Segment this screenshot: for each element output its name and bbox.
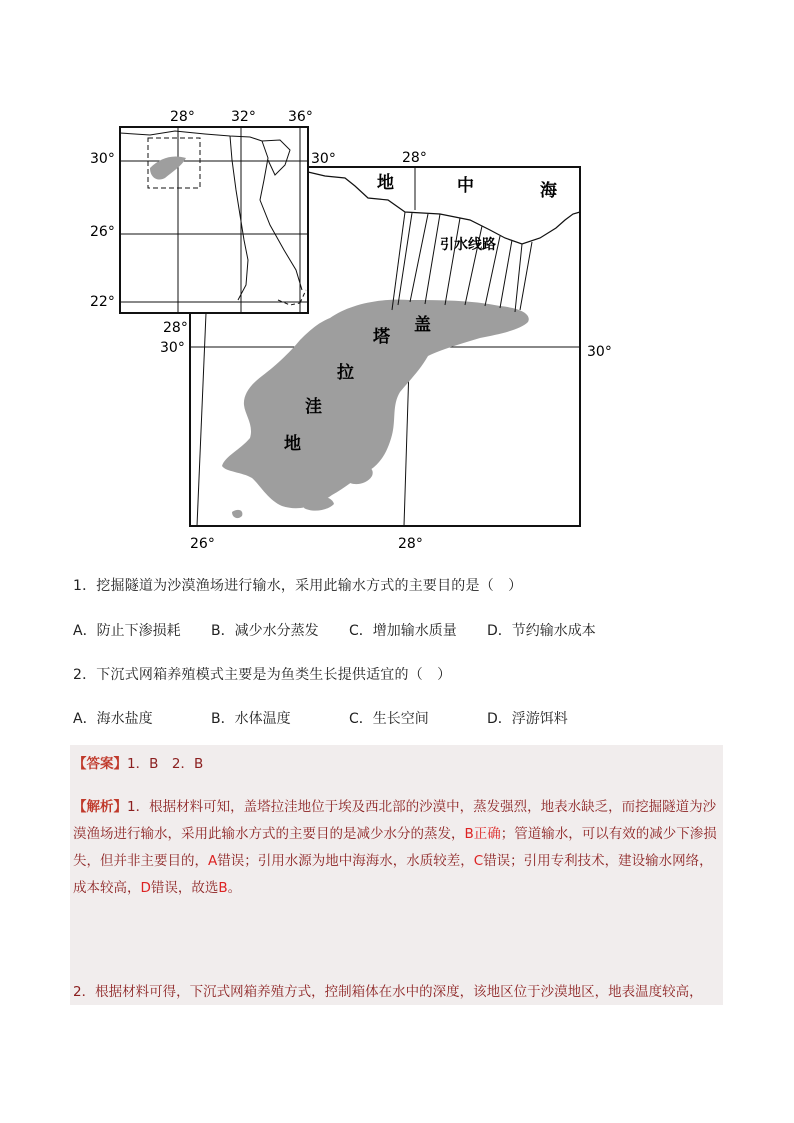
map-figure xyxy=(0,0,794,560)
analysis-p1h: D xyxy=(140,880,151,896)
analysis-p1i: 错误，故选 xyxy=(150,880,219,896)
answer-text: 1．B 2．B xyxy=(127,756,204,772)
depression-label-2: 拉 xyxy=(337,363,354,383)
depression-label-4: 地 xyxy=(284,434,301,454)
analysis-p1g: 错误；引用专利技术，建设输水网络，成本较高， xyxy=(73,853,713,896)
inset-left-lat-0: 30° xyxy=(90,151,115,167)
analysis-paragraph-2: 2．根据材料可得，下沉式网箱养殖方式，控制箱体在水中的深度，该地区位于沙漠地区，地表温度较高， xyxy=(73,984,703,1000)
main-bottom-lon-0: 26° xyxy=(190,536,215,552)
map-svg xyxy=(0,0,794,560)
question-2-options xyxy=(73,708,568,728)
main-top-lon: 28° xyxy=(402,150,427,166)
sea-label-0: 地 xyxy=(377,173,394,193)
analysis-p1e: 错误；引用水源为地中海海水，水质较差， xyxy=(217,853,474,869)
sea-label-1: 中 xyxy=(457,176,474,196)
sea-label-2: 海 xyxy=(540,181,557,201)
q1-option-c[interactable]: C．增加输水质量 xyxy=(349,623,457,639)
q2-option-d[interactable]: D．浮游饵料 xyxy=(487,711,568,727)
answer-line xyxy=(73,752,203,772)
q1-option-a[interactable]: A．防止下渗损耗 xyxy=(73,623,181,639)
analysis-p1a: 1．根据材料可知，盖塔拉洼地位于埃及西北部的沙漠中，蒸发强烈，地表水缺乏，而挖掘隧道为沙漠渔场进行输水，采用此输水方式的主要目的是减少水分的蒸发， xyxy=(73,799,717,842)
pipe-label: 引水线路 xyxy=(440,237,496,253)
analysis-paragraph-1 xyxy=(73,794,725,902)
analysis-p1b: B正确 xyxy=(464,826,501,842)
q1-option-d[interactable]: D．节约输水成本 xyxy=(487,623,596,639)
inset-top-lon-0: 28° xyxy=(170,109,195,125)
q2-option-b[interactable]: B．水体温度 xyxy=(211,711,291,727)
analysis-p1c: ；管道输水，可以有效的减少下渗损失，但并非主要目的， xyxy=(73,826,717,869)
question-1-stem: 1．挖掘隧道为沙漠渔场进行输水，采用此输水方式的主要目的是（ ） xyxy=(73,578,523,594)
inset-left-lat-2: 22° xyxy=(90,294,115,310)
inset-top-lon-1: 32° xyxy=(231,109,256,125)
q2-option-c[interactable]: C．生长空间 xyxy=(349,711,429,727)
main-left-lat: 30° xyxy=(160,340,185,356)
inset-top-lon-2: 36° xyxy=(288,109,313,125)
analysis-p1k: 。 xyxy=(227,880,242,896)
inset-map xyxy=(90,109,336,336)
analysis-p1d: A xyxy=(208,853,218,869)
depression-label-1: 盖 xyxy=(414,315,431,335)
question-1-options xyxy=(73,620,596,640)
inset-bottom-lon-0: 28° xyxy=(163,320,188,336)
inset-left-lat-1: 26° xyxy=(90,224,115,240)
main-bottom-lon-1: 28° xyxy=(398,536,423,552)
depression-label-0: 塔 xyxy=(373,327,390,347)
question-2-stem: 2．下沉式网箱养殖模式主要是为鱼类生长提供适宜的（ ） xyxy=(73,667,452,683)
q2-option-a[interactable]: A．海水盐度 xyxy=(73,711,153,727)
analysis-p1j: B xyxy=(218,880,228,896)
q1-option-b[interactable]: B．减少水分蒸发 xyxy=(211,623,319,639)
inset-right-lat-0: 30° xyxy=(311,151,336,167)
answer-tag: 【答案】 xyxy=(73,756,127,772)
main-right-lat: 30° xyxy=(587,344,612,360)
analysis-tag: 【解析】 xyxy=(73,799,127,815)
analysis-p1f: C xyxy=(473,853,484,869)
depression-label-3: 洼 xyxy=(305,397,322,417)
